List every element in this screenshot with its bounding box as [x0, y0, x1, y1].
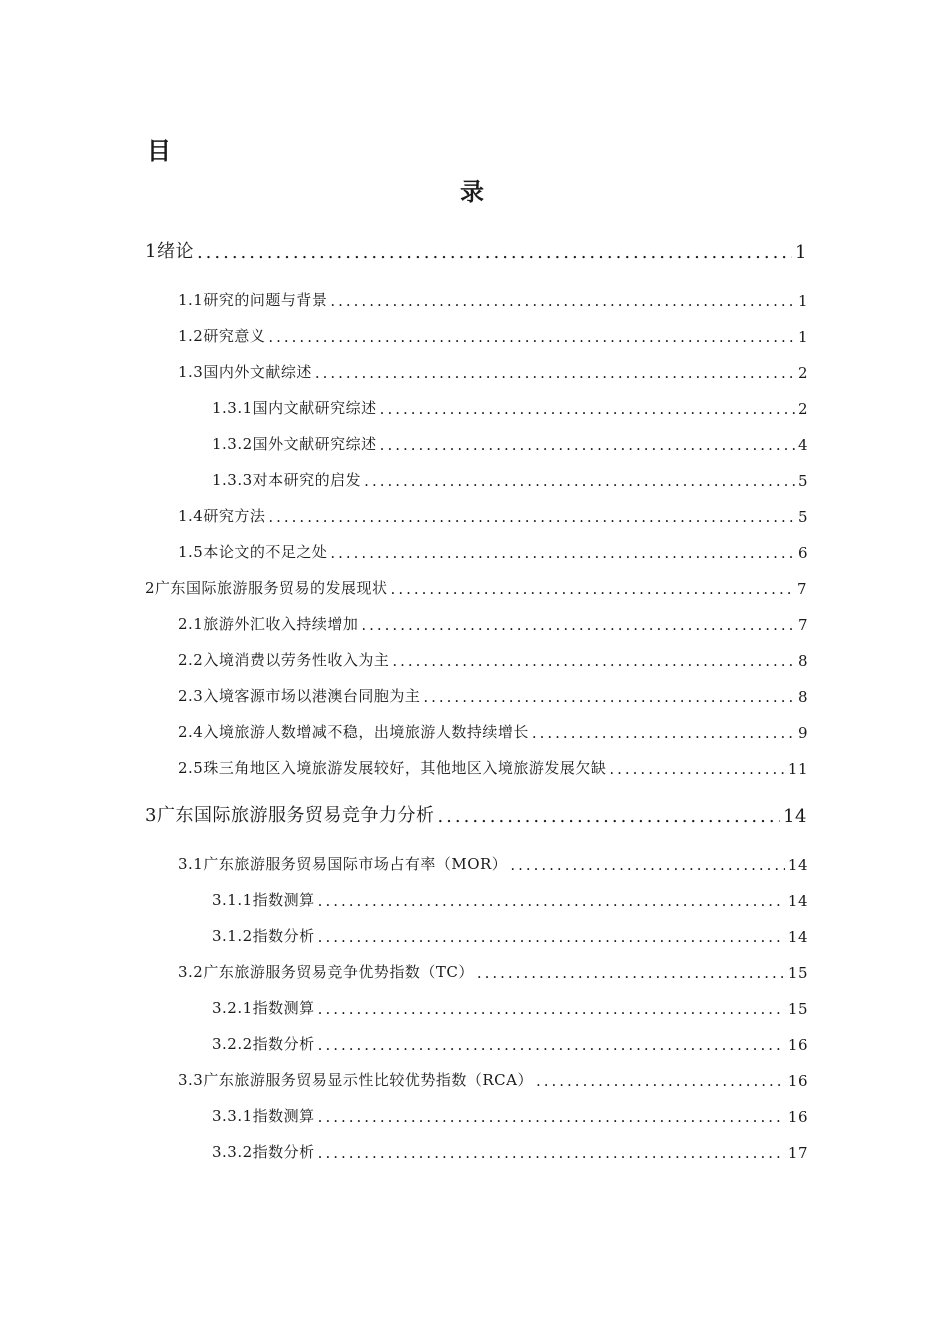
- toc-entry[interactable]: [212, 888, 808, 910]
- toc-entry[interactable]: [145, 237, 807, 263]
- toc-entry-text: 2.3入境客源市场以港澳台同胞为主: [178, 687, 421, 705]
- toc-entry-text: 3.2广东旅游服务贸易竞争优势指数（TC）: [178, 963, 474, 981]
- toc-entry-page: 6: [797, 544, 808, 562]
- toc-entry-page: 11: [787, 760, 808, 778]
- toc-entry[interactable]: [178, 360, 808, 382]
- toc-entry[interactable]: [178, 852, 808, 874]
- toc-leader: [364, 472, 795, 490]
- toc-entry-page: 16: [787, 1036, 808, 1054]
- toc-entry-page: 1: [797, 292, 808, 310]
- toc-entry-text: 1.3国内外文献综述: [178, 363, 312, 381]
- toc-entry-text: 3.1.2指数分析: [212, 927, 315, 945]
- toc-leader: [268, 508, 795, 526]
- toc-entry-text: 3.3广东旅游服务贸易显示性比较优势指数（RCA）: [178, 1071, 533, 1089]
- toc-entry-page: 7: [797, 616, 808, 634]
- toc-entry-text: 1.4研究方法: [178, 507, 266, 525]
- toc-leader: [391, 580, 794, 598]
- toc-entry-page: 8: [797, 652, 808, 670]
- toc-leader: [423, 688, 795, 706]
- toc-entry-page: 14: [787, 928, 808, 946]
- toc-entry-page: 17: [787, 1144, 808, 1162]
- toc-entry-page: 16: [787, 1108, 808, 1126]
- toc-leader: [318, 1108, 785, 1126]
- toc-entry-text: 3.3.2指数分析: [212, 1143, 315, 1161]
- toc-entry[interactable]: [178, 648, 808, 670]
- toc-entry[interactable]: [178, 612, 808, 634]
- toc-leader: [318, 892, 785, 910]
- toc-entry-text: 2广东国际旅游服务贸易的发展现状: [145, 579, 388, 597]
- toc-entry-text: 2.4入境旅游人数增减不稳，出境旅游人数持续增长: [178, 723, 529, 741]
- toc-entry-text: 1.5本论文的不足之处: [178, 543, 328, 561]
- toc-leader: [477, 964, 785, 982]
- toc-entry-page: 14: [787, 892, 808, 910]
- toc-entry-text: 1.2研究意义: [178, 327, 266, 345]
- toc-entry[interactable]: [178, 324, 808, 346]
- toc-entry-text: 1.3.2国外文献研究综述: [212, 435, 377, 453]
- toc-leader: [380, 436, 795, 454]
- toc-entry-page: 1: [797, 328, 808, 346]
- toc-entry[interactable]: [145, 801, 807, 827]
- toc-entry-text: 1.3.1国内文献研究综述: [212, 399, 377, 417]
- toc-entry-text: 3.1.1指数测算: [212, 891, 315, 909]
- toc-entry-text: 3.1广东旅游服务贸易国际市场占有率（MOR）: [178, 855, 508, 873]
- toc-entry-page: 15: [787, 964, 808, 982]
- toc-entry-text: 2.5珠三角地区入境旅游发展较好，其他地区入境旅游发展欠缺: [178, 759, 607, 777]
- toc-entry-page: 2: [797, 400, 808, 418]
- toc-entry[interactable]: [178, 288, 808, 310]
- toc-entry[interactable]: [212, 1104, 808, 1126]
- toc-entry[interactable]: [212, 1140, 808, 1162]
- toc-entry[interactable]: [178, 684, 808, 706]
- toc-entry-page: 8: [797, 688, 808, 706]
- toc-entry-text: 1绪论: [145, 241, 194, 262]
- toc-entry-text: 2.2入境消费以劳务性收入为主: [178, 651, 390, 669]
- toc-entry-page: 4: [797, 436, 808, 454]
- toc-entry[interactable]: [212, 996, 808, 1018]
- toc-entry-text: 1.3.3对本研究的启发: [212, 471, 362, 489]
- toc-leader: [318, 1000, 785, 1018]
- toc-title-part1: 目: [147, 137, 171, 165]
- toc-entry[interactable]: [212, 468, 808, 490]
- toc-leader: [510, 856, 785, 874]
- toc-leader: [392, 652, 795, 670]
- toc-entry[interactable]: [178, 756, 808, 778]
- toc-entry-page: 14: [783, 806, 807, 827]
- toc-entry[interactable]: [178, 960, 808, 982]
- toc-entry-text: 1.1研究的问题与背景: [178, 291, 328, 309]
- toc-entry-page: 2: [797, 364, 808, 382]
- toc-leader: [437, 806, 780, 827]
- toc-entry-page: 5: [797, 508, 808, 526]
- toc-entry-page: 5: [797, 472, 808, 490]
- toc-entry-page: 9: [797, 724, 808, 742]
- toc-entry-page: 14: [787, 856, 808, 874]
- toc-entry-text: 3.2.1指数测算: [212, 999, 315, 1017]
- toc-leader: [361, 616, 795, 634]
- toc-entry-page: 15: [787, 1000, 808, 1018]
- toc-entry[interactable]: [212, 1032, 808, 1054]
- toc-entry[interactable]: [178, 720, 808, 742]
- toc-leader: [380, 400, 795, 418]
- toc-entry-text: 3.3.1指数测算: [212, 1107, 315, 1125]
- toc-entry-text: 3广东国际旅游服务贸易竞争力分析: [145, 805, 435, 826]
- toc-entry-page: 16: [787, 1072, 808, 1090]
- toc-entry-page: 1: [795, 242, 807, 263]
- toc-leader: [330, 544, 795, 562]
- toc-entry-text: 3.2.2指数分析: [212, 1035, 315, 1053]
- toc-leader: [315, 364, 795, 382]
- toc-leader: [268, 328, 795, 346]
- toc-entry-page: 7: [796, 580, 807, 598]
- toc-leader: [532, 724, 795, 742]
- toc-leader: [609, 760, 785, 778]
- toc-leader: [330, 292, 795, 310]
- toc-leader: [536, 1072, 785, 1090]
- toc-leader: [318, 1036, 785, 1054]
- toc-entry[interactable]: [178, 504, 808, 526]
- toc-entry[interactable]: [212, 432, 808, 454]
- toc-entry[interactable]: [178, 540, 808, 562]
- toc-leader: [318, 1144, 785, 1162]
- toc-entry[interactable]: [212, 396, 808, 418]
- toc-leader: [197, 242, 792, 263]
- toc-entry-text: 2.1旅游外汇收入持续增加: [178, 615, 359, 633]
- toc-title-part2: 录: [460, 178, 484, 206]
- toc-entry[interactable]: [145, 576, 807, 598]
- toc-entry[interactable]: [178, 1068, 808, 1090]
- toc-entry[interactable]: [212, 924, 808, 946]
- toc-leader: [318, 928, 785, 946]
